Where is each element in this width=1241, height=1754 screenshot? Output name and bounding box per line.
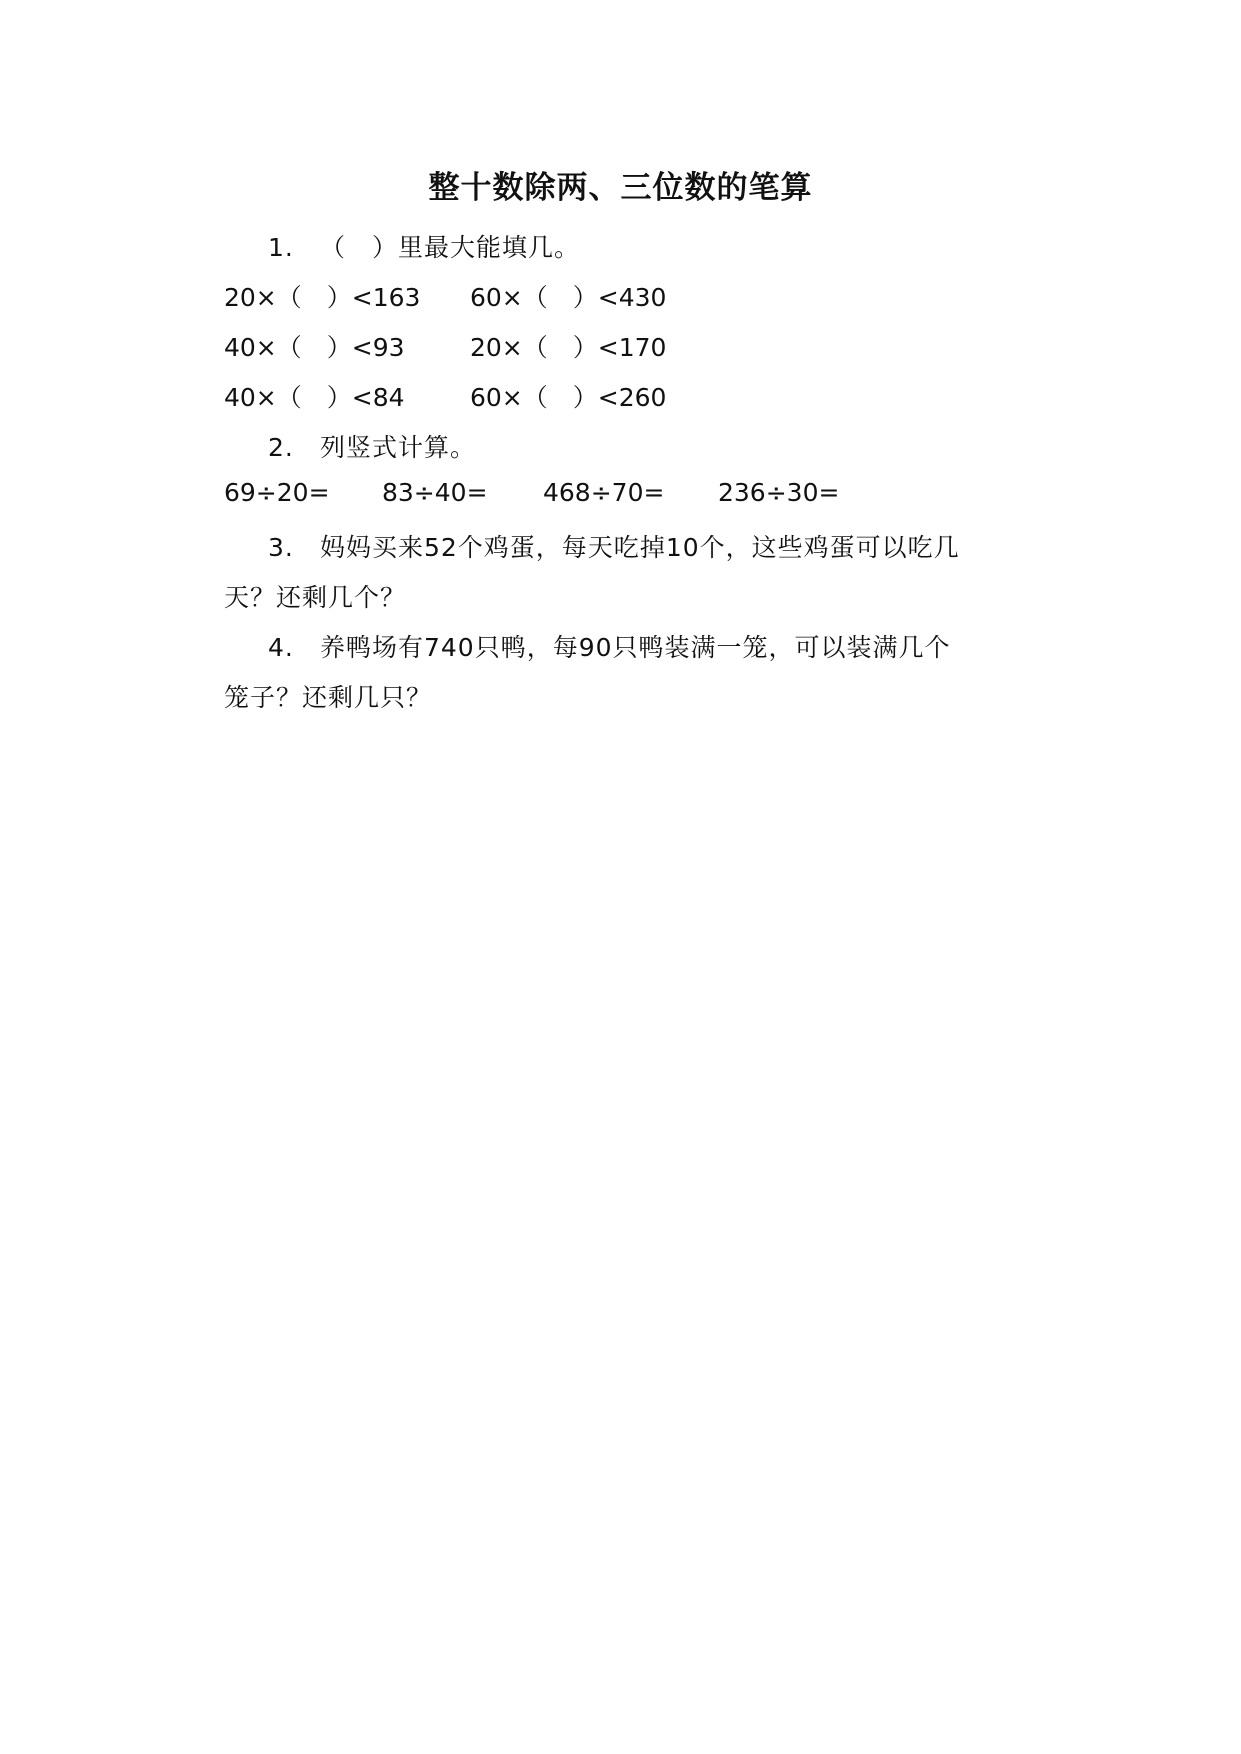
question-1-number: 1. (268, 233, 294, 262)
q1-item-4: 20×（ ）<170 (470, 333, 667, 362)
question-3-line-1 (268, 528, 960, 564)
q1-item-1: 20×（ ）<163 (224, 283, 421, 312)
q2-item-2: 83÷40= (382, 478, 488, 507)
q1-item-3: 40×（ ）<93 (224, 333, 405, 362)
q2-item-4: 236÷30= (718, 478, 840, 507)
page-title: 整十数除两、三位数的笔算 (428, 170, 813, 206)
q2-item-1: 69÷20= (224, 478, 330, 507)
question-3-number: 3. (268, 533, 294, 562)
q1-item-2: 60×（ ）<430 (470, 283, 667, 312)
question-4-line-2: 笼子？还剩几只？ (224, 683, 433, 712)
question-2-heading (268, 428, 476, 464)
question-4-text-1: 养鸭场有740只鸭，每90只鸭装满一笼，可以装满几个 (320, 633, 951, 662)
question-1-text: （ ）里最大能填几。 (320, 233, 581, 262)
q2-item-3: 468÷70= (543, 478, 665, 507)
question-3-line-2: 天？还剩几个？ (224, 583, 407, 612)
question-4-line-1 (268, 628, 951, 664)
question-2-number: 2. (268, 433, 294, 462)
question-2-text: 列竖式计算。 (320, 433, 477, 462)
question-1-heading (268, 228, 580, 264)
question-4-number: 4. (268, 633, 294, 662)
q1-item-6: 60×（ ）<260 (470, 383, 667, 412)
question-3-text-1: 妈妈买来52个鸡蛋，每天吃掉10个，这些鸡蛋可以吃几 (320, 533, 960, 562)
q1-item-5: 40×（ ）<84 (224, 383, 405, 412)
